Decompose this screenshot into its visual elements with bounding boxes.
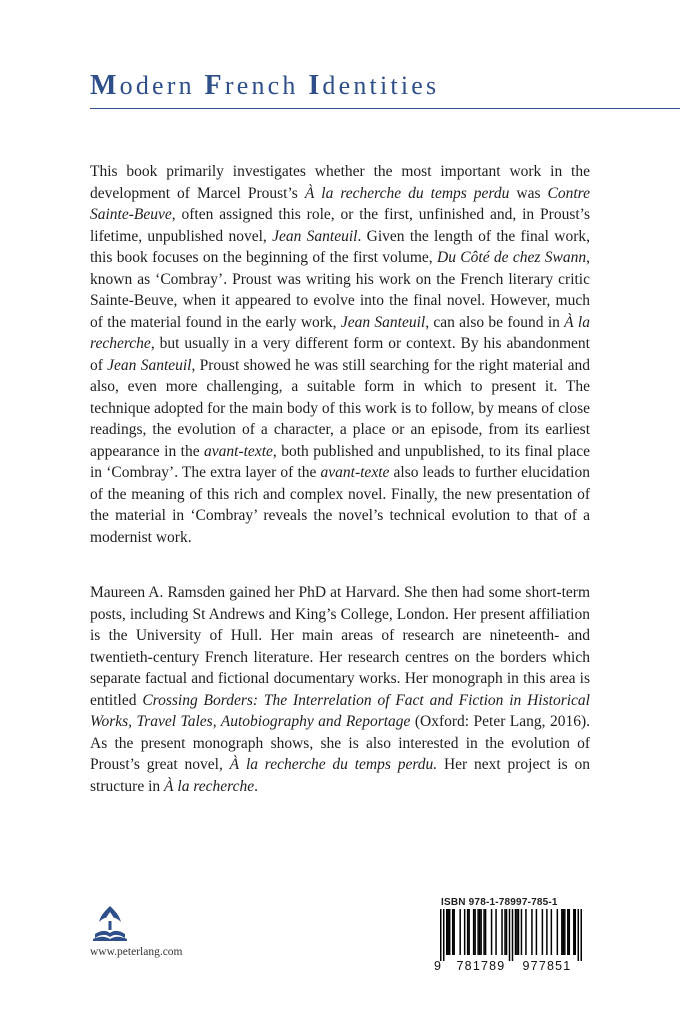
text-run: , often assigned this role, or the first, unfinished and, in Proust’s lifetime, unpublished novel,	[90, 206, 590, 245]
text-run: , Proust showed he was still searching for the right material and also, even more challenging, a suitable form in which to present it. The technique adopted for the main body of this work is to follow, by means of close readings, the evolution of a character, a place or an episode, from its earliest appearance in the	[90, 356, 591, 460]
text-run: also leads to further elucidation of the meaning of this rich and complex novel. Finally, the new presentation of the material in ‘Combray’ reveals the novel’s technical evolution to that of a modernist work.	[90, 464, 590, 546]
italic-title: avant-texte	[204, 442, 273, 460]
barcode-bar	[443, 909, 444, 961]
text-run: , known as ‘Combray’. Proust was writing his work on the French literary critic Sainte-Beuve, when it appeared to evolve into the final novel. However, much of the material found in the early work,	[90, 249, 590, 331]
barcode-bar	[509, 909, 510, 961]
text-run: . Given the length of the final work, this book focuses on the beginning of the first volume,	[90, 227, 590, 266]
barcode	[440, 909, 582, 961]
text-run: was	[509, 184, 548, 202]
barcode-digits-left: 781789	[456, 959, 506, 973]
barcode-bar	[477, 909, 478, 955]
barcode-bar	[575, 909, 576, 955]
barcode-bar	[504, 909, 505, 955]
barcode-bar	[515, 909, 516, 955]
italic-title: Du Côté de chez Swann	[437, 249, 587, 266]
italic-title: avant-texte	[320, 464, 390, 481]
series-word-initial: I	[308, 70, 323, 101]
barcode-bar	[468, 909, 469, 955]
barcode-bar	[474, 909, 475, 955]
barcode-bar	[564, 909, 565, 955]
barcode-bar	[542, 909, 543, 955]
barcode-digits-right: 977851	[522, 959, 572, 973]
barcode-bar	[525, 909, 526, 955]
text-run: , can also be found in	[425, 313, 565, 331]
series-word-rest: odern	[119, 71, 195, 100]
barcode-bar	[473, 909, 474, 955]
italic-title: Jean Santeuil	[340, 313, 426, 331]
barcode-bar	[449, 909, 450, 955]
book-description	[90, 161, 590, 548]
barcode-bar	[521, 909, 522, 955]
barcode-bar	[483, 909, 484, 955]
italic-title: Contre Sainte-Beuve	[90, 184, 590, 223]
barcode-digit-first: 9	[434, 959, 441, 973]
barcode-bar	[563, 909, 564, 955]
barcode-bar	[491, 909, 492, 955]
barcode-bar	[551, 909, 552, 955]
author-biography	[90, 582, 590, 797]
barcode-bar	[479, 909, 480, 955]
barcode-bar	[452, 909, 453, 955]
series-word-rest: rench	[224, 71, 299, 100]
barcode-bar	[447, 909, 448, 955]
barcode-bar	[446, 909, 447, 955]
barcode-bar	[453, 909, 454, 955]
italic-title: Jean Santeuil	[272, 227, 358, 245]
barcode-bar	[578, 909, 579, 961]
text-run: , both published and unpublished, to its final place in ‘Combray’. The extra layer of the	[90, 442, 590, 481]
italic-title: À la recherche du temps perdu.	[229, 756, 438, 773]
barcode-bar	[536, 909, 537, 955]
series-word-initial: F	[204, 70, 225, 101]
barcode-bar	[581, 909, 582, 961]
barcode-bar	[561, 909, 562, 955]
barcode-bar	[459, 909, 460, 955]
barcode-bar	[557, 909, 558, 955]
publisher-url[interactable]: www.peterlang.com	[90, 946, 183, 958]
barcode-bar	[512, 909, 513, 961]
barcode-bar	[440, 909, 441, 961]
barcode-bar	[567, 909, 568, 955]
barcode-bar	[485, 909, 486, 955]
text-run: .	[254, 777, 259, 795]
barcode-bar	[501, 909, 502, 955]
text-run: Her next project is on structure in	[90, 756, 590, 795]
italic-title: À la recherche	[164, 777, 255, 795]
barcode-bar	[531, 909, 532, 955]
barcode-bar	[464, 909, 465, 955]
series-title	[90, 70, 439, 102]
italic-title: Jean Santeuil	[107, 356, 192, 374]
italic-title: À la recherche	[90, 313, 590, 352]
barcode-bar	[495, 909, 496, 955]
barcode-bar	[480, 909, 481, 955]
series-word-initial: M	[90, 70, 120, 101]
text-run: Maureen A. Ramsden gained her PhD at Harvard. She then had some short-term posts, including St Andrews and King’s College, London. Her present affiliation is the University of Hull. Her main areas of research are nineteenth- and twentieth-century French literature. Her research centres on the borders which separate factual and fictional documentary works. Her monograph in this area is entitled	[90, 584, 590, 709]
series-word-rest: dentities	[322, 71, 440, 100]
barcode-bar	[546, 909, 547, 955]
peter-lang-logo-icon	[90, 904, 130, 944]
barcode-bar	[516, 909, 517, 955]
barcode-bar	[506, 909, 507, 955]
series-rule	[90, 108, 680, 109]
text-run: (Oxford: Peter Lang, 2016). As the present monograph shows, she is also interested in the evolution of Proust’s great novel,	[90, 713, 590, 773]
barcode-bar	[467, 909, 468, 955]
text-run: This book primarily investigates whether the most important work in the development of Marcel Proust’s	[90, 163, 590, 202]
barcode-bar	[569, 909, 570, 955]
italic-title: Crossing Borders: The Interrelation of Fact and Fiction in Historical Works, Travel Tales, Autobiography and Reportage	[90, 691, 590, 730]
italic-title: À la recherche du temps perdu	[304, 184, 510, 202]
barcode-bar	[518, 909, 519, 955]
barcode-bar	[573, 909, 574, 955]
text-run: , but usually in a very different form or context. By his abandonment of	[90, 335, 590, 374]
isbn-label: ISBN 978-1-78997-785-1	[441, 897, 558, 908]
barcode-digits	[434, 959, 584, 973]
